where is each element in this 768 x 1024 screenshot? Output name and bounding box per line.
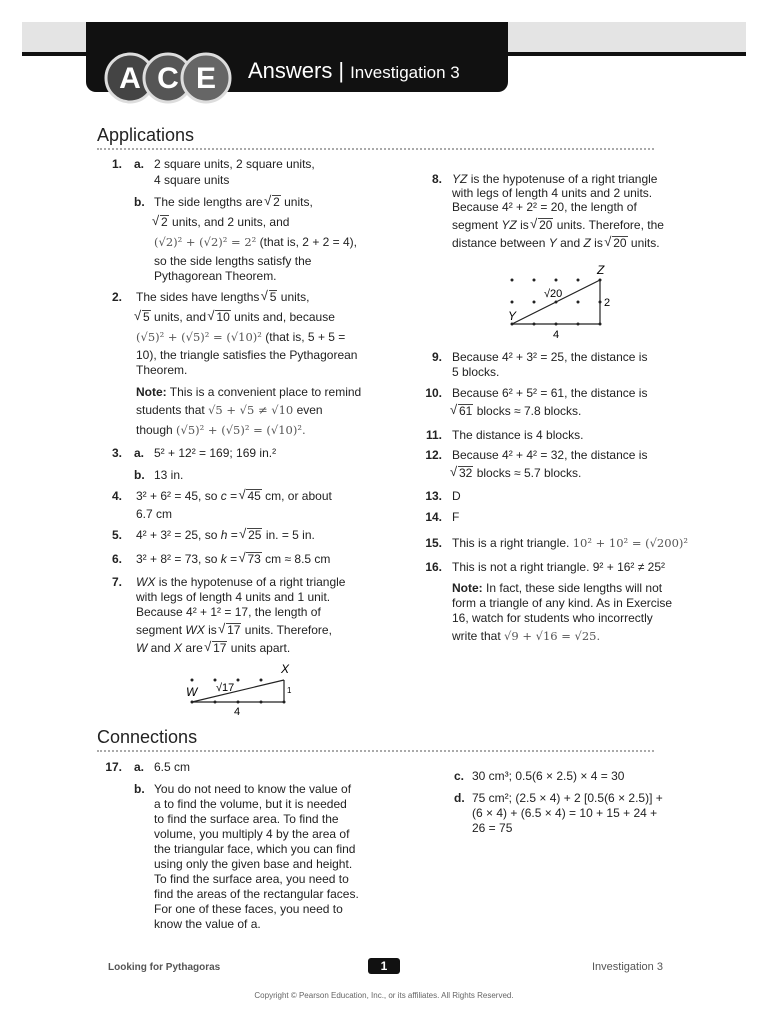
- answer-text: using only the given base and height.: [154, 857, 353, 871]
- answer-text: The distance is 4 blocks.: [452, 428, 584, 442]
- logo-letter-c: C: [157, 62, 179, 95]
- answer-text: Because 4² + 1² = 17, the length of: [136, 605, 321, 619]
- question-number: 15.: [425, 536, 442, 550]
- answer-text: YZ is the hypotenuse of a right triangle: [452, 172, 658, 186]
- note-text: write that √9 + √16 = √25.: [452, 629, 601, 643]
- note-text: 16, watch for students who incorrectly: [452, 611, 653, 625]
- answer-text: √ 61 blocks ≈ 7.8 blocks.: [452, 404, 581, 420]
- question-8: [418, 172, 718, 262]
- part-letter: b.: [134, 195, 145, 209]
- answer-text: 2 square units, 2 square units,: [154, 157, 315, 171]
- label-base: 4: [234, 706, 241, 718]
- question-10: [418, 386, 718, 422]
- copyright: Copyright © Pearson Education, Inc., or its affiliates. All Rights Reserved.: [254, 991, 514, 1000]
- question-5: [98, 528, 398, 548]
- note-text: students that √5 + √5 ≠ √10 even: [136, 403, 323, 417]
- answer-text: The sides have lengths √ 5 units,: [136, 290, 309, 306]
- ace-logo: [103, 52, 233, 104]
- answer-text: √ 5 units, and √ 10 units and, because: [136, 310, 335, 326]
- answer-text: 30 cm³; 0.5(6 × 2.5) × 4 = 30: [472, 769, 625, 783]
- answer-text: a to find the volume, but it is needed: [154, 797, 347, 811]
- answer-text: the triangular face, which you can find: [154, 842, 356, 856]
- question-2: [98, 290, 398, 440]
- part-letter: a.: [134, 446, 145, 460]
- question-1: [98, 157, 398, 287]
- question-number: 16.: [425, 560, 442, 574]
- page-title: [248, 58, 460, 84]
- triangle-figure-yz: [500, 262, 620, 342]
- question-12: [418, 448, 718, 484]
- question-number: 7.: [111, 575, 122, 589]
- part-letter: c.: [454, 769, 465, 783]
- part-letter: b.: [134, 782, 145, 796]
- answer-text: 6.7 cm: [136, 507, 173, 521]
- question-6: [98, 552, 398, 572]
- section-title-connections: Connections: [97, 727, 198, 747]
- question-13: [418, 489, 718, 507]
- answer-text: know the value of a.: [154, 917, 261, 931]
- label-hypotenuse: √17: [216, 682, 235, 694]
- answer-text: 13 in.: [154, 468, 184, 482]
- footer-investigation: Investigation 3: [592, 961, 663, 973]
- answer-text: volume, you multiply 4 by the area of: [154, 827, 350, 841]
- answer-text: 3² + 6² = 45, so c = √ 45 cm, or about: [136, 489, 332, 505]
- question-3: [98, 446, 398, 486]
- answer-text: 26 = 75: [472, 821, 513, 835]
- logo-letter-e: E: [195, 62, 217, 95]
- answer-text: Because 4² + 2² = 20, the length of: [452, 200, 637, 214]
- question-4: [98, 489, 398, 525]
- answer-text: segment YZ is √ 20 units. Therefore, the: [452, 218, 664, 234]
- triangle-figure-wx: [180, 660, 300, 720]
- answer-text: The side lengths are √ 2 units,: [154, 195, 313, 211]
- title-main: Answers: [248, 58, 333, 83]
- footer-book-title: Looking for Pythagoras: [108, 962, 221, 973]
- label-z: Z: [597, 263, 605, 277]
- question-7: [98, 575, 398, 663]
- question-number: 1.: [111, 157, 122, 171]
- label-hypotenuse: √20: [544, 288, 563, 300]
- question-17: [98, 760, 398, 935]
- question-number: 5.: [111, 528, 122, 542]
- answer-text: segment WX is √ 17 units. Therefore,: [136, 623, 332, 639]
- answer-text: find the areas of the rectangular faces.: [154, 887, 359, 901]
- question-16: [418, 560, 728, 650]
- title-subtitle: Investigation 3: [350, 63, 460, 82]
- note-text: though (√5)² + (√5)² = (√10)².: [136, 423, 306, 437]
- question-number: 2.: [111, 290, 122, 304]
- label-base: 4: [553, 329, 560, 341]
- answer-text: 4² + 3² = 25, so h = √ 25 in. = 5 in.: [136, 528, 315, 544]
- part-letter: a.: [134, 760, 145, 774]
- section-rule-connections: [97, 750, 654, 752]
- answer-text: to find the surface area. To find the: [154, 812, 339, 826]
- answer-text: Because 6² + 5² = 61, the distance is: [452, 386, 648, 400]
- answer-text: This is a right triangle. 10² + 10² = (√200)²: [452, 536, 688, 550]
- label-side: 2: [604, 297, 611, 309]
- answer-text: 10), the triangle satisfies the Pythagorean: [136, 348, 358, 362]
- label-x: X: [281, 662, 290, 676]
- question-number: 12.: [425, 448, 442, 462]
- question-number: 8.: [431, 172, 442, 186]
- answer-text: (6 × 4) + (6.5 × 4) = 10 + 15 + 24 +: [472, 806, 658, 820]
- answer-text: WX is the hypotenuse of a right triangle: [136, 575, 346, 589]
- answer-text: 4 square units: [154, 173, 230, 187]
- question-number: 3.: [111, 446, 122, 460]
- answer-text: so the side lengths satisfy the: [154, 254, 312, 268]
- answer-text: 75 cm²; (2.5 × 4) + 2 [0.5(6 × 2.5)] +: [472, 791, 663, 805]
- part-letter: a.: [134, 157, 145, 171]
- answer-text: D: [452, 489, 461, 503]
- answer-text: √ 32 blocks ≈ 5.7 blocks.: [452, 466, 581, 482]
- question-15: [418, 536, 728, 554]
- answer-text: with legs of length 4 units and 2 units.: [452, 186, 653, 200]
- note-text: Note: This is a convenient place to remind: [136, 385, 362, 399]
- question-11: [418, 428, 718, 446]
- answer-text: Pythagorean Theorem.: [154, 269, 277, 283]
- answer-text: √ 2 units, and 2 units, and: [154, 215, 289, 231]
- section-rule-applications: [97, 148, 654, 150]
- label-w: W: [186, 685, 198, 699]
- answer-text: 5² + 12² = 169; 169 in.²: [154, 446, 277, 460]
- answer-text: To find the surface area, you need to: [154, 872, 349, 886]
- logo-letter-a: A: [119, 62, 141, 95]
- answer-text: with legs of length 4 units and 1 unit.: [136, 590, 331, 604]
- answer-text: 3² + 8² = 73, so k = √ 73 cm ≈ 8.5 cm: [136, 552, 330, 568]
- answer-text: W and X are √ 17 units apart.: [136, 641, 290, 657]
- part-letter: d.: [454, 791, 465, 805]
- question-14: [418, 510, 718, 528]
- section-title-applications: Applications: [97, 125, 195, 145]
- answer-text: 5 blocks.: [452, 365, 500, 379]
- answer-text: Because 4² + 4² = 32, the distance is: [452, 448, 648, 462]
- label-y: Y: [508, 309, 517, 323]
- question-number: 6.: [111, 552, 122, 566]
- answer-text: 6.5 cm: [154, 760, 191, 774]
- label-side: 1: [287, 686, 292, 695]
- question-9: [418, 350, 718, 384]
- question-number: 13.: [425, 489, 442, 503]
- title-separator: |: [338, 58, 345, 83]
- answer-text: (√5)² + (√5)² = (√10)² (that is, 5 + 5 =: [136, 330, 346, 344]
- part-letter: b.: [134, 468, 145, 482]
- answer-text: F: [452, 510, 460, 524]
- answer-text: Theorem.: [136, 363, 188, 377]
- question-number: 14.: [425, 510, 442, 524]
- question-number: 17.: [105, 760, 122, 774]
- answer-text: For one of these faces, you need to: [154, 902, 343, 916]
- question-number: 11.: [425, 428, 442, 442]
- answer-text: You do not need to know the value of: [154, 782, 352, 796]
- note-text: form a triangle of any kind. As in Exercise: [452, 596, 673, 610]
- question-number: 4.: [111, 489, 122, 503]
- note-text: Note: In fact, these side lengths will not: [452, 581, 663, 595]
- answer-text: This is not a right triangle. 9² + 16² ≠ 25²: [452, 560, 666, 574]
- answer-text: Because 4² + 3² = 25, the distance is: [452, 350, 648, 364]
- question-17-continued: [418, 769, 718, 839]
- answer-text: (√2)² + (√2)² = 2² (that is, 2 + 2 = 4),: [154, 235, 358, 249]
- answer-text: distance between Y and Z is √ 20 units.: [452, 236, 660, 252]
- question-number: 9.: [431, 350, 442, 364]
- page-number: 1: [368, 958, 400, 974]
- question-number: 10.: [425, 386, 442, 400]
